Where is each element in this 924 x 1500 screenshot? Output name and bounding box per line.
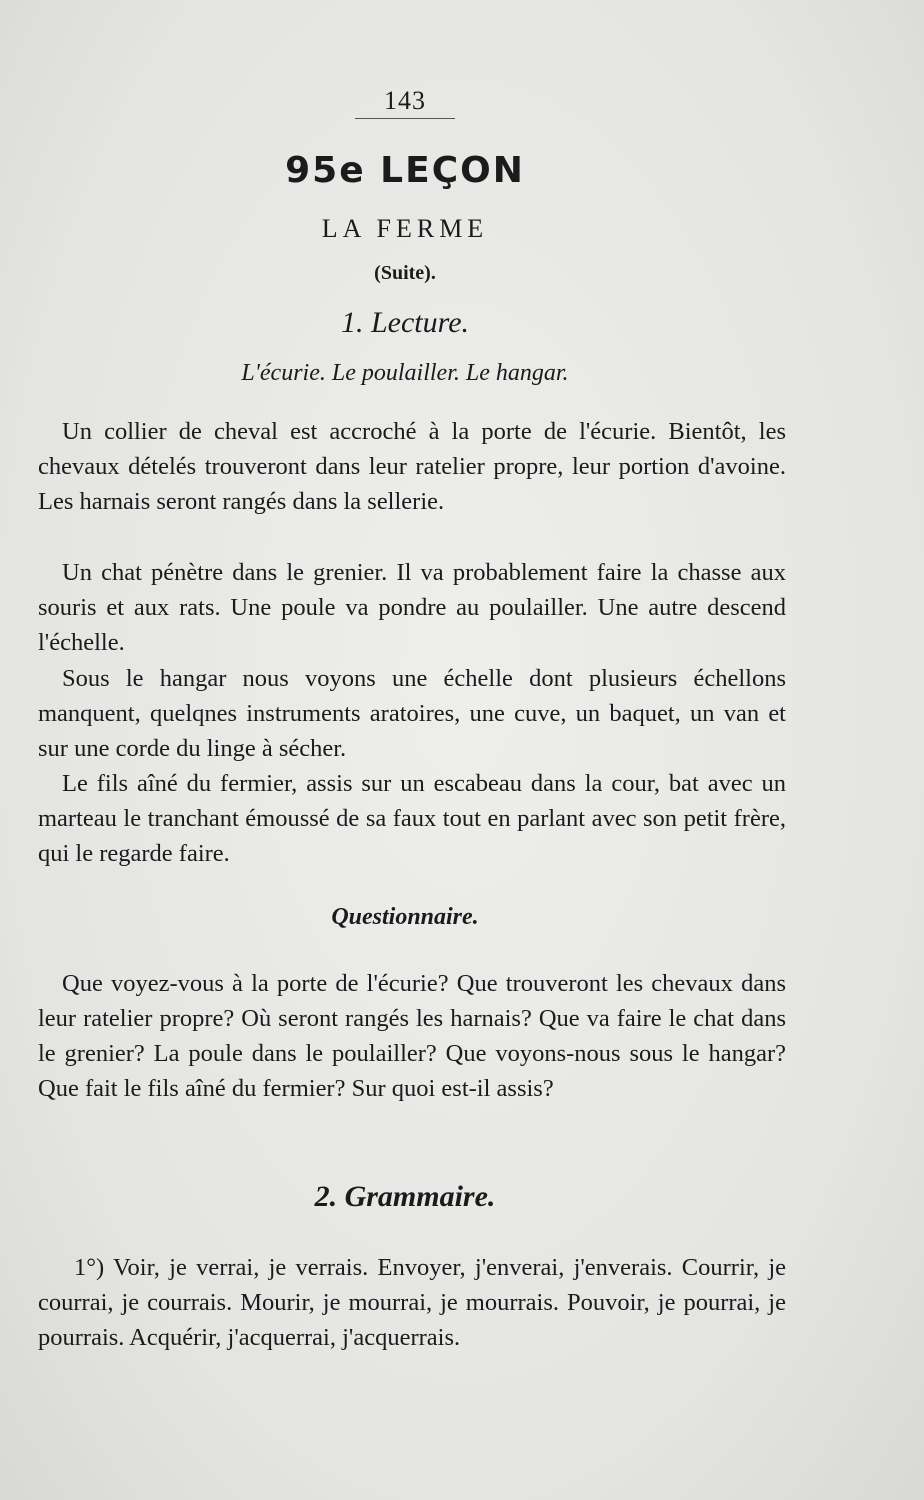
grammar-text: 1°) Voir, je verrai, je verrais. Envoyer, j'enverai, j'enverais. Courrir, je courrai, je courrais. Mourir, je mourrai, je mourrais. Pouvoir, je pourrai, je pourrais. Acquérir, j'acquerrai, j'acquerrais.: [38, 1254, 786, 1351]
questionnaire-title: Questionnaire.: [331, 904, 479, 930]
questionnaire-text: Que voyez-vous à la porte de l'écurie? Que trouveront les chevaux dans leur ratelier propre? Où seront rangés les harnais? Que va faire le chat dans le grenier? La poule dans le poulailler? Que voyons-nous sous le hangar? Que fait le fils aîné du fermier? Sur quoi est-il assis?: [38, 970, 786, 1102]
lesson-title: 95e LEÇON: [285, 150, 525, 191]
section-title-grammaire: 2. Grammaire.: [314, 1180, 496, 1213]
reading-paragraph: Un collier de cheval est accroché à la porte de l'écurie. Bientôt, les chevaux dételés trouveront dans leur ratelier propre, leur portion d'avoine. Les harnais seront rangés dans la sellerie.: [38, 418, 786, 515]
section-subtitle-lecture: L'écurie. Le poulailler. Le hangar.: [241, 360, 569, 386]
header-rule: [355, 118, 455, 119]
page-number: 143: [384, 86, 426, 115]
lesson-suite: (Suite).: [374, 262, 436, 284]
reading-paragraph: Sous le hangar nous voyons une échelle dont plusieurs échellons manquent, quelqnes instruments aratoires, une cuve, un baquet, un van et sur une corde du linge à sécher.: [38, 665, 786, 762]
section-title-lecture: 1. Lecture.: [340, 306, 470, 339]
lesson-subject: LA FERME: [321, 214, 489, 243]
reading-paragraph: Un chat pénètre dans le grenier. Il va probablement faire la chasse aux souris et aux rats. Une poule va pondre au poulailler. Une autre descend l'échelle.: [38, 559, 786, 656]
reading-paragraph: Le fils aîné du fermier, assis sur un escabeau dans la cour, bat avec un marteau le tranchant émoussé de sa faux tout en parlant avec son petit frère, qui le regarde faire.: [38, 770, 786, 867]
